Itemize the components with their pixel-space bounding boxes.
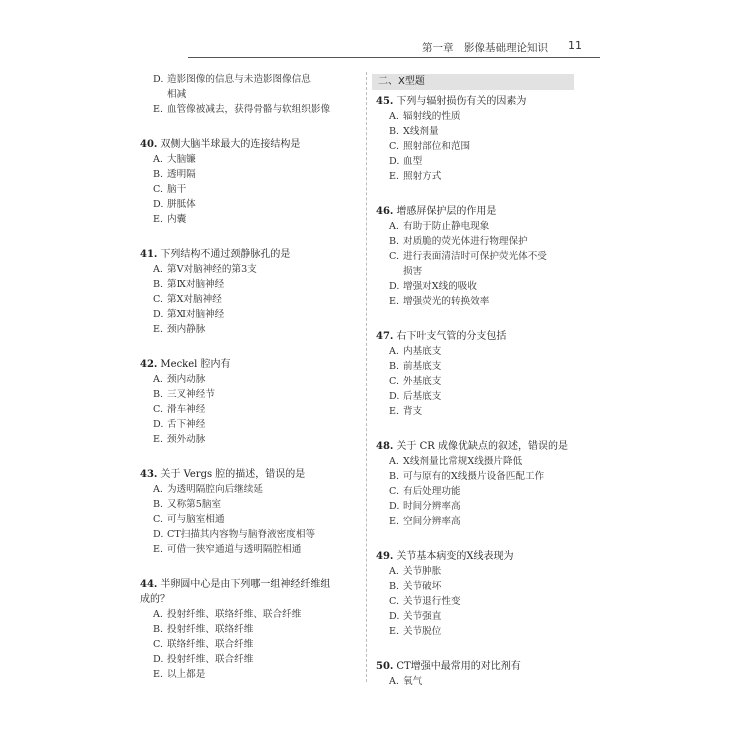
spacer — [376, 184, 600, 204]
answer-option — [140, 307, 360, 322]
option-letter: C. — [389, 376, 400, 387]
question-stem — [140, 577, 360, 592]
question — [140, 357, 360, 447]
answer-option — [376, 109, 600, 124]
option-letter: B. — [389, 236, 400, 247]
option-text: 后基底支 — [403, 391, 442, 402]
column-divider — [366, 72, 367, 682]
option-letter: A. — [389, 566, 399, 577]
option-letter: C. — [153, 294, 164, 305]
option-text: 内基底支 — [403, 346, 442, 357]
option-letter: E. — [153, 214, 164, 225]
option-letter: A. — [389, 676, 399, 687]
question-stem — [140, 247, 360, 262]
option-text: 血管像被减去，获得骨骼与软组织影像 — [167, 104, 331, 115]
answer-option — [376, 344, 600, 359]
option-letter: A. — [389, 346, 399, 357]
question-stem — [140, 137, 360, 152]
option-text: 舌下神经 — [167, 419, 206, 430]
question — [140, 467, 360, 557]
option-text: 可与原有的X线摄片设备匹配工作 — [403, 471, 545, 482]
chapter-title: 第一章 影像基础理论知识 — [422, 42, 548, 54]
question-stem — [376, 94, 600, 109]
spacer — [376, 639, 600, 659]
question-stem — [376, 204, 600, 219]
option-text: 内囊 — [167, 214, 187, 225]
option-text: 关节强直 — [403, 611, 442, 622]
answer-option — [140, 542, 360, 557]
option-letter: B. — [153, 389, 164, 400]
option-text: 第Ⅴ对脑神经的第3支 — [167, 264, 257, 275]
header-rule — [188, 57, 600, 58]
answer-option — [376, 609, 600, 624]
option-letter: A. — [153, 374, 163, 385]
option-text: 对质脆的荧光体进行物理保护 — [403, 236, 528, 247]
answer-option — [140, 417, 360, 432]
option-letter: D. — [153, 529, 164, 540]
spacer — [140, 557, 360, 577]
option-letter: D. — [153, 309, 164, 320]
option-text: 可与脑室相通 — [167, 514, 225, 525]
answer-option — [140, 197, 360, 212]
option-text: 以上都是 — [167, 669, 206, 680]
answer-option — [376, 484, 600, 499]
question-text: 下列与辐射损伤有关的因素为 — [396, 96, 527, 107]
option-text: 投射纤维、联络纤维、联合纤维 — [167, 609, 302, 620]
question-stem — [140, 467, 360, 482]
answer-option — [140, 402, 360, 417]
option-text: X线剂量比常规X线摄片降低 — [403, 456, 523, 467]
option-letter: E. — [389, 516, 400, 527]
answer-option — [376, 359, 600, 374]
option-text: 颈内静脉 — [167, 324, 206, 335]
option-text: 进行表面清洁时可保护荧光体不受 — [403, 251, 547, 262]
question-text: 双侧大脑半球最大的连接结构是 — [160, 139, 301, 150]
option-letter: A. — [153, 609, 163, 620]
option-text: 照射方式 — [403, 171, 442, 182]
answer-option — [140, 262, 360, 277]
option-letter: C. — [153, 514, 164, 525]
option-text: 颈内动脉 — [167, 374, 206, 385]
answer-option — [140, 152, 360, 167]
question-text: 半卵圆中心是由下列哪一组神经纤维组 — [160, 579, 331, 590]
option-letter: D. — [153, 654, 164, 665]
answer-option — [376, 594, 600, 609]
question — [140, 577, 360, 682]
answer-option — [376, 219, 600, 234]
question-text: 关于 Vergs 腔的描述，错误的是 — [160, 469, 306, 480]
answer-option — [376, 294, 600, 309]
option-text: 关节退行性变 — [403, 596, 461, 607]
option-letter: C. — [153, 639, 164, 650]
question-number: 48. — [376, 441, 394, 452]
option-text: 前基底支 — [403, 361, 442, 372]
option-text: 可借一狭窄通道与透明隔腔相通 — [167, 544, 302, 555]
option-text: 空间分辨率高 — [403, 516, 461, 527]
option-letter: E. — [389, 626, 400, 637]
question-number: 49. — [376, 551, 394, 562]
option-letter: A. — [389, 111, 399, 122]
answer-option — [140, 322, 360, 337]
answer-option — [140, 432, 360, 447]
question-text: Meckel 腔内有 — [160, 359, 231, 370]
answer-option — [140, 102, 360, 117]
option-text: 时间分辨率高 — [403, 501, 461, 512]
option-text: 第Ⅺ对脑神经 — [167, 309, 225, 320]
answer-option — [140, 167, 360, 182]
answer-option — [376, 124, 600, 139]
answer-option — [376, 374, 600, 389]
question-text-continued: 成的？ — [140, 594, 170, 605]
answer-option — [376, 404, 600, 419]
option-text: 胼胝体 — [167, 199, 196, 210]
option-letter: B. — [153, 624, 164, 635]
answer-option — [376, 389, 600, 404]
question-number: 43. — [140, 469, 158, 480]
option-letter: C. — [389, 251, 400, 262]
option-letter: E. — [153, 104, 164, 115]
option-letter: D. — [153, 74, 164, 85]
option-text: 外基底支 — [403, 376, 442, 387]
option-text: 造影图像的信息与未造影图像信息 — [167, 74, 311, 85]
option-letter: A. — [389, 456, 399, 467]
spacer — [376, 529, 600, 549]
option-text: 联络纤维、联合纤维 — [167, 639, 254, 650]
question-stem — [140, 357, 360, 372]
answer-option — [376, 154, 600, 169]
option-text: CT扫描其内容物与脑脊液密度相等 — [167, 529, 316, 540]
spacer — [376, 419, 600, 439]
option-letter: D. — [389, 501, 400, 512]
option-text: 辐射线的性质 — [403, 111, 461, 122]
answer-option — [376, 169, 600, 184]
option-letter: C. — [389, 486, 400, 497]
question — [376, 439, 600, 529]
answer-option — [140, 527, 360, 542]
running-header — [0, 34, 600, 56]
spacer — [140, 447, 360, 467]
answer-option — [140, 622, 360, 637]
question-number: 47. — [376, 331, 394, 342]
option-letter: D. — [153, 199, 164, 210]
option-letter: B. — [389, 581, 400, 592]
option-text: 血型 — [403, 156, 423, 167]
option-letter: A. — [153, 264, 163, 275]
answer-option — [140, 387, 360, 402]
answer-option — [376, 234, 600, 249]
option-letter: B. — [153, 499, 164, 510]
option-text: 为透明隔腔向后继续延 — [167, 484, 263, 495]
answer-option — [140, 212, 360, 227]
option-text: 颈外动脉 — [167, 434, 206, 445]
question — [376, 549, 600, 639]
spacer — [140, 337, 360, 357]
option-text: 有后处理功能 — [403, 486, 461, 497]
option-text: 投射纤维、联络纤维 — [167, 624, 254, 635]
question-stem — [376, 549, 600, 564]
answer-option — [376, 469, 600, 484]
option-letter: B. — [153, 279, 164, 290]
option-letter: B. — [153, 169, 164, 180]
option-letter: E. — [153, 324, 164, 335]
option-text: 大脑镰 — [167, 154, 196, 165]
question-text: 增感屏保护层的作用是 — [396, 206, 497, 217]
answer-option — [140, 607, 360, 622]
option-text: 透明隔 — [167, 169, 196, 180]
option-letter: E. — [153, 544, 164, 555]
answer-option — [140, 372, 360, 387]
question — [140, 247, 360, 337]
option-letter: B. — [389, 126, 400, 137]
question-text: 右下叶支气管的分支包括 — [396, 331, 507, 342]
question — [140, 137, 360, 227]
option-text-continued: 损害 — [403, 266, 423, 277]
option-letter: A. — [153, 154, 163, 165]
page-number: 11 — [568, 39, 582, 52]
option-text-continued: 相减 — [167, 89, 187, 100]
option-text: 增强对X线的吸收 — [403, 281, 477, 292]
option-letter: D. — [389, 281, 400, 292]
right-column — [376, 72, 600, 689]
option-letter: C. — [153, 184, 164, 195]
answer-option — [376, 579, 600, 594]
option-text: 增强荧光的转换效率 — [403, 296, 490, 307]
spacer — [140, 227, 360, 247]
answer-option — [140, 482, 360, 497]
option-letter: C. — [389, 596, 400, 607]
answer-option — [376, 279, 600, 294]
question-stem — [376, 329, 600, 344]
question-number: 44. — [140, 579, 158, 590]
option-text: 关节破坏 — [403, 581, 442, 592]
option-text: 关节肿胀 — [403, 566, 442, 577]
answer-option — [376, 139, 600, 154]
question-number: 50. — [376, 661, 394, 672]
answer-option — [376, 514, 600, 529]
option-letter: B. — [389, 471, 400, 482]
answer-option — [140, 277, 360, 292]
option-letter: A. — [389, 221, 399, 232]
option-letter: E. — [153, 669, 164, 680]
answer-option — [140, 512, 360, 527]
option-text: 滑车神经 — [167, 404, 206, 415]
answer-option — [376, 499, 600, 514]
question — [376, 329, 600, 419]
answer-option — [140, 637, 360, 652]
option-letter: C. — [153, 404, 164, 415]
question — [376, 204, 600, 309]
answer-option — [376, 674, 600, 689]
option-text: X线剂量 — [403, 126, 439, 137]
answer-option — [376, 454, 600, 469]
option-letter: E. — [389, 171, 400, 182]
option-letter: B. — [389, 361, 400, 372]
option-letter: C. — [389, 141, 400, 152]
option-letter: A. — [153, 484, 163, 495]
answer-option — [376, 564, 600, 579]
answer-option — [376, 249, 600, 264]
answer-option — [140, 72, 360, 87]
option-text: 三叉神经节 — [167, 389, 215, 400]
option-text: 氧气 — [403, 676, 423, 687]
question-number: 45. — [376, 96, 394, 107]
option-text: 照射部位和范围 — [403, 141, 471, 152]
question-text: 关于 CR 成像优缺点的叙述，错误的是 — [396, 441, 568, 452]
question-number: 46. — [376, 206, 394, 217]
option-text: 第Ⅹ对脑神经 — [167, 294, 222, 305]
question-number: 40. — [140, 139, 158, 150]
question-text: 下列结构不通过颈静脉孔的是 — [160, 249, 291, 260]
section-heading: 二、X型题 — [372, 74, 574, 90]
option-text: 关节脱位 — [403, 626, 442, 637]
option-letter: D. — [153, 419, 164, 430]
answer-option — [376, 624, 600, 639]
option-text: 背支 — [403, 406, 423, 417]
option-letter: D. — [389, 611, 400, 622]
answer-option — [140, 182, 360, 197]
question-text: CT增强中最常用的对比剂有 — [396, 661, 521, 672]
answer-option — [140, 292, 360, 307]
question-stem — [376, 439, 600, 454]
option-letter: D. — [389, 156, 400, 167]
option-letter: E. — [389, 406, 400, 417]
spacer — [376, 309, 600, 329]
spacer — [140, 117, 360, 137]
option-text: 有助于防止静电现象 — [403, 221, 490, 232]
option-text: 脑干 — [167, 184, 187, 195]
question — [376, 94, 600, 184]
answer-option — [140, 667, 360, 682]
question-number: 41. — [140, 249, 158, 260]
option-letter: E. — [389, 296, 400, 307]
left-column — [140, 72, 360, 682]
question — [376, 659, 600, 689]
question-number: 42. — [140, 359, 158, 370]
question-text: 关节基本病变的X线表现为 — [396, 551, 514, 562]
option-letter: D. — [389, 391, 400, 402]
option-text: 第Ⅸ对脑神经 — [167, 279, 225, 290]
option-text: 又称第5脑室 — [167, 499, 222, 510]
answer-option — [140, 497, 360, 512]
question-stem — [376, 659, 600, 674]
option-text: 投射纤维、联合纤维 — [167, 654, 254, 665]
answer-option — [140, 652, 360, 667]
option-letter: E. — [153, 434, 164, 445]
